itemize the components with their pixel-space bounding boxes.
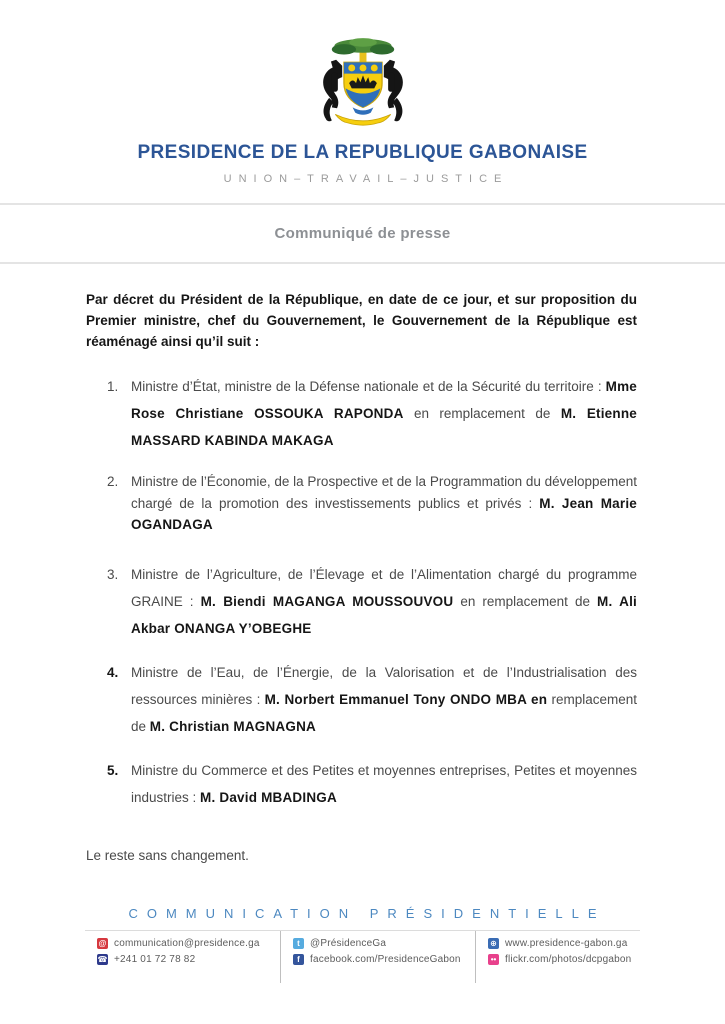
divider-bottom — [0, 262, 725, 264]
item-text: Ministre de l’Économie, de la Prospective et de la Programmation du développement chargé de la promotion des investissements publics et privés : M. Jean Marie OGANDAGA — [131, 474, 637, 532]
motto-ribbon — [335, 107, 390, 125]
list-item — [86, 373, 637, 454]
item-text: Ministre du Commerce et des Petites et moyennes entreprises, Petites et moyennes industries : M. David MBADINGA — [131, 762, 637, 805]
document-body — [86, 289, 637, 863]
item-text: Ministre de l’Agriculture, de l’Élevage et de l’Alimentation chargé du programme GRAINE : M. Biendi MAGANGA MOUSSOUVOU en remplacement de M. Ali Akbar ONANGA Y’OBEGHE — [131, 566, 638, 636]
phone-icon: ☎ — [97, 954, 108, 964]
contact-text: +241 01 72 78 82 — [114, 953, 196, 965]
contact-row — [97, 938, 280, 949]
contact-text: flickr.com/photos/dcpgabon — [505, 953, 632, 965]
list-item — [86, 757, 637, 811]
item-number: 5. — [107, 762, 119, 778]
shield — [343, 62, 381, 107]
org-motto: UNION–TRAVAIL–JUSTICE — [223, 173, 509, 185]
footer-contacts — [85, 930, 640, 983]
panther-left — [323, 60, 342, 122]
org-title: PRESIDENCE DE LA REPUBLIQUE GABONAISE — [137, 142, 588, 163]
list-item — [86, 471, 637, 536]
flickr-icon: •• — [488, 954, 499, 965]
contact-text: www.presidence-gabon.ga — [505, 937, 628, 949]
globe-icon: ⊕ — [488, 938, 499, 949]
contact-row — [488, 938, 640, 949]
contact-text: @PrésidenceGa — [310, 937, 387, 949]
item-text: Ministre de l’Eau, de l’Énergie, de la Valorisation et de l’Industrialisation des ressources minières : M. Norbert Emmanuel Tony ONDO MBA en remplacement de M. Christian MAGNAGNA — [131, 664, 638, 734]
facebook-icon: f — [293, 954, 304, 965]
footer-column — [475, 931, 640, 983]
email-icon: @ — [98, 938, 107, 948]
item-number: 1. — [107, 379, 119, 394]
item-number: 3. — [107, 566, 119, 582]
divider-top — [0, 203, 725, 205]
intro-paragraph: Par décret du Président de la République, en date de ce jour, et sur proposition du Premier ministre, chef du Gouvernement, le Gouvernement de la République est réaménagé ainsi qu’il suit : — [86, 292, 637, 349]
panther-right — [383, 60, 402, 122]
item-number: 4. — [107, 664, 119, 680]
list-item — [86, 659, 637, 740]
gabon-coat-of-arms-image — [311, 38, 415, 130]
contact-row — [293, 954, 475, 965]
coat-of-arms — [0, 0, 725, 130]
contact-text: facebook.com/PresidenceGabon — [310, 953, 461, 965]
footer-heading: COMMUNICATION PRÉSIDENTIELLE — [128, 905, 606, 921]
contact-row — [488, 954, 640, 965]
footer-column — [280, 931, 475, 983]
contact-row — [293, 938, 475, 949]
twitter-icon: t — [293, 938, 304, 949]
item-number: 2. — [107, 474, 119, 489]
contact-row — [97, 954, 280, 965]
ministers-list — [86, 373, 637, 811]
closing-note: Le reste sans changement. — [86, 847, 249, 863]
contact-text: communication@presidence.ga — [114, 937, 260, 949]
list-item — [86, 561, 637, 642]
item-text: Ministre d’État, ministre de la Défense nationale et de la Sécurité du territoire : Mme Rose Christiane OSSOUKA RAPONDA en remplacement de M. Etienne MASSARD KABINDA MAKAGA — [131, 379, 637, 448]
footer-column — [85, 931, 280, 983]
press-release-heading: Communiqué de presse — [274, 225, 451, 242]
